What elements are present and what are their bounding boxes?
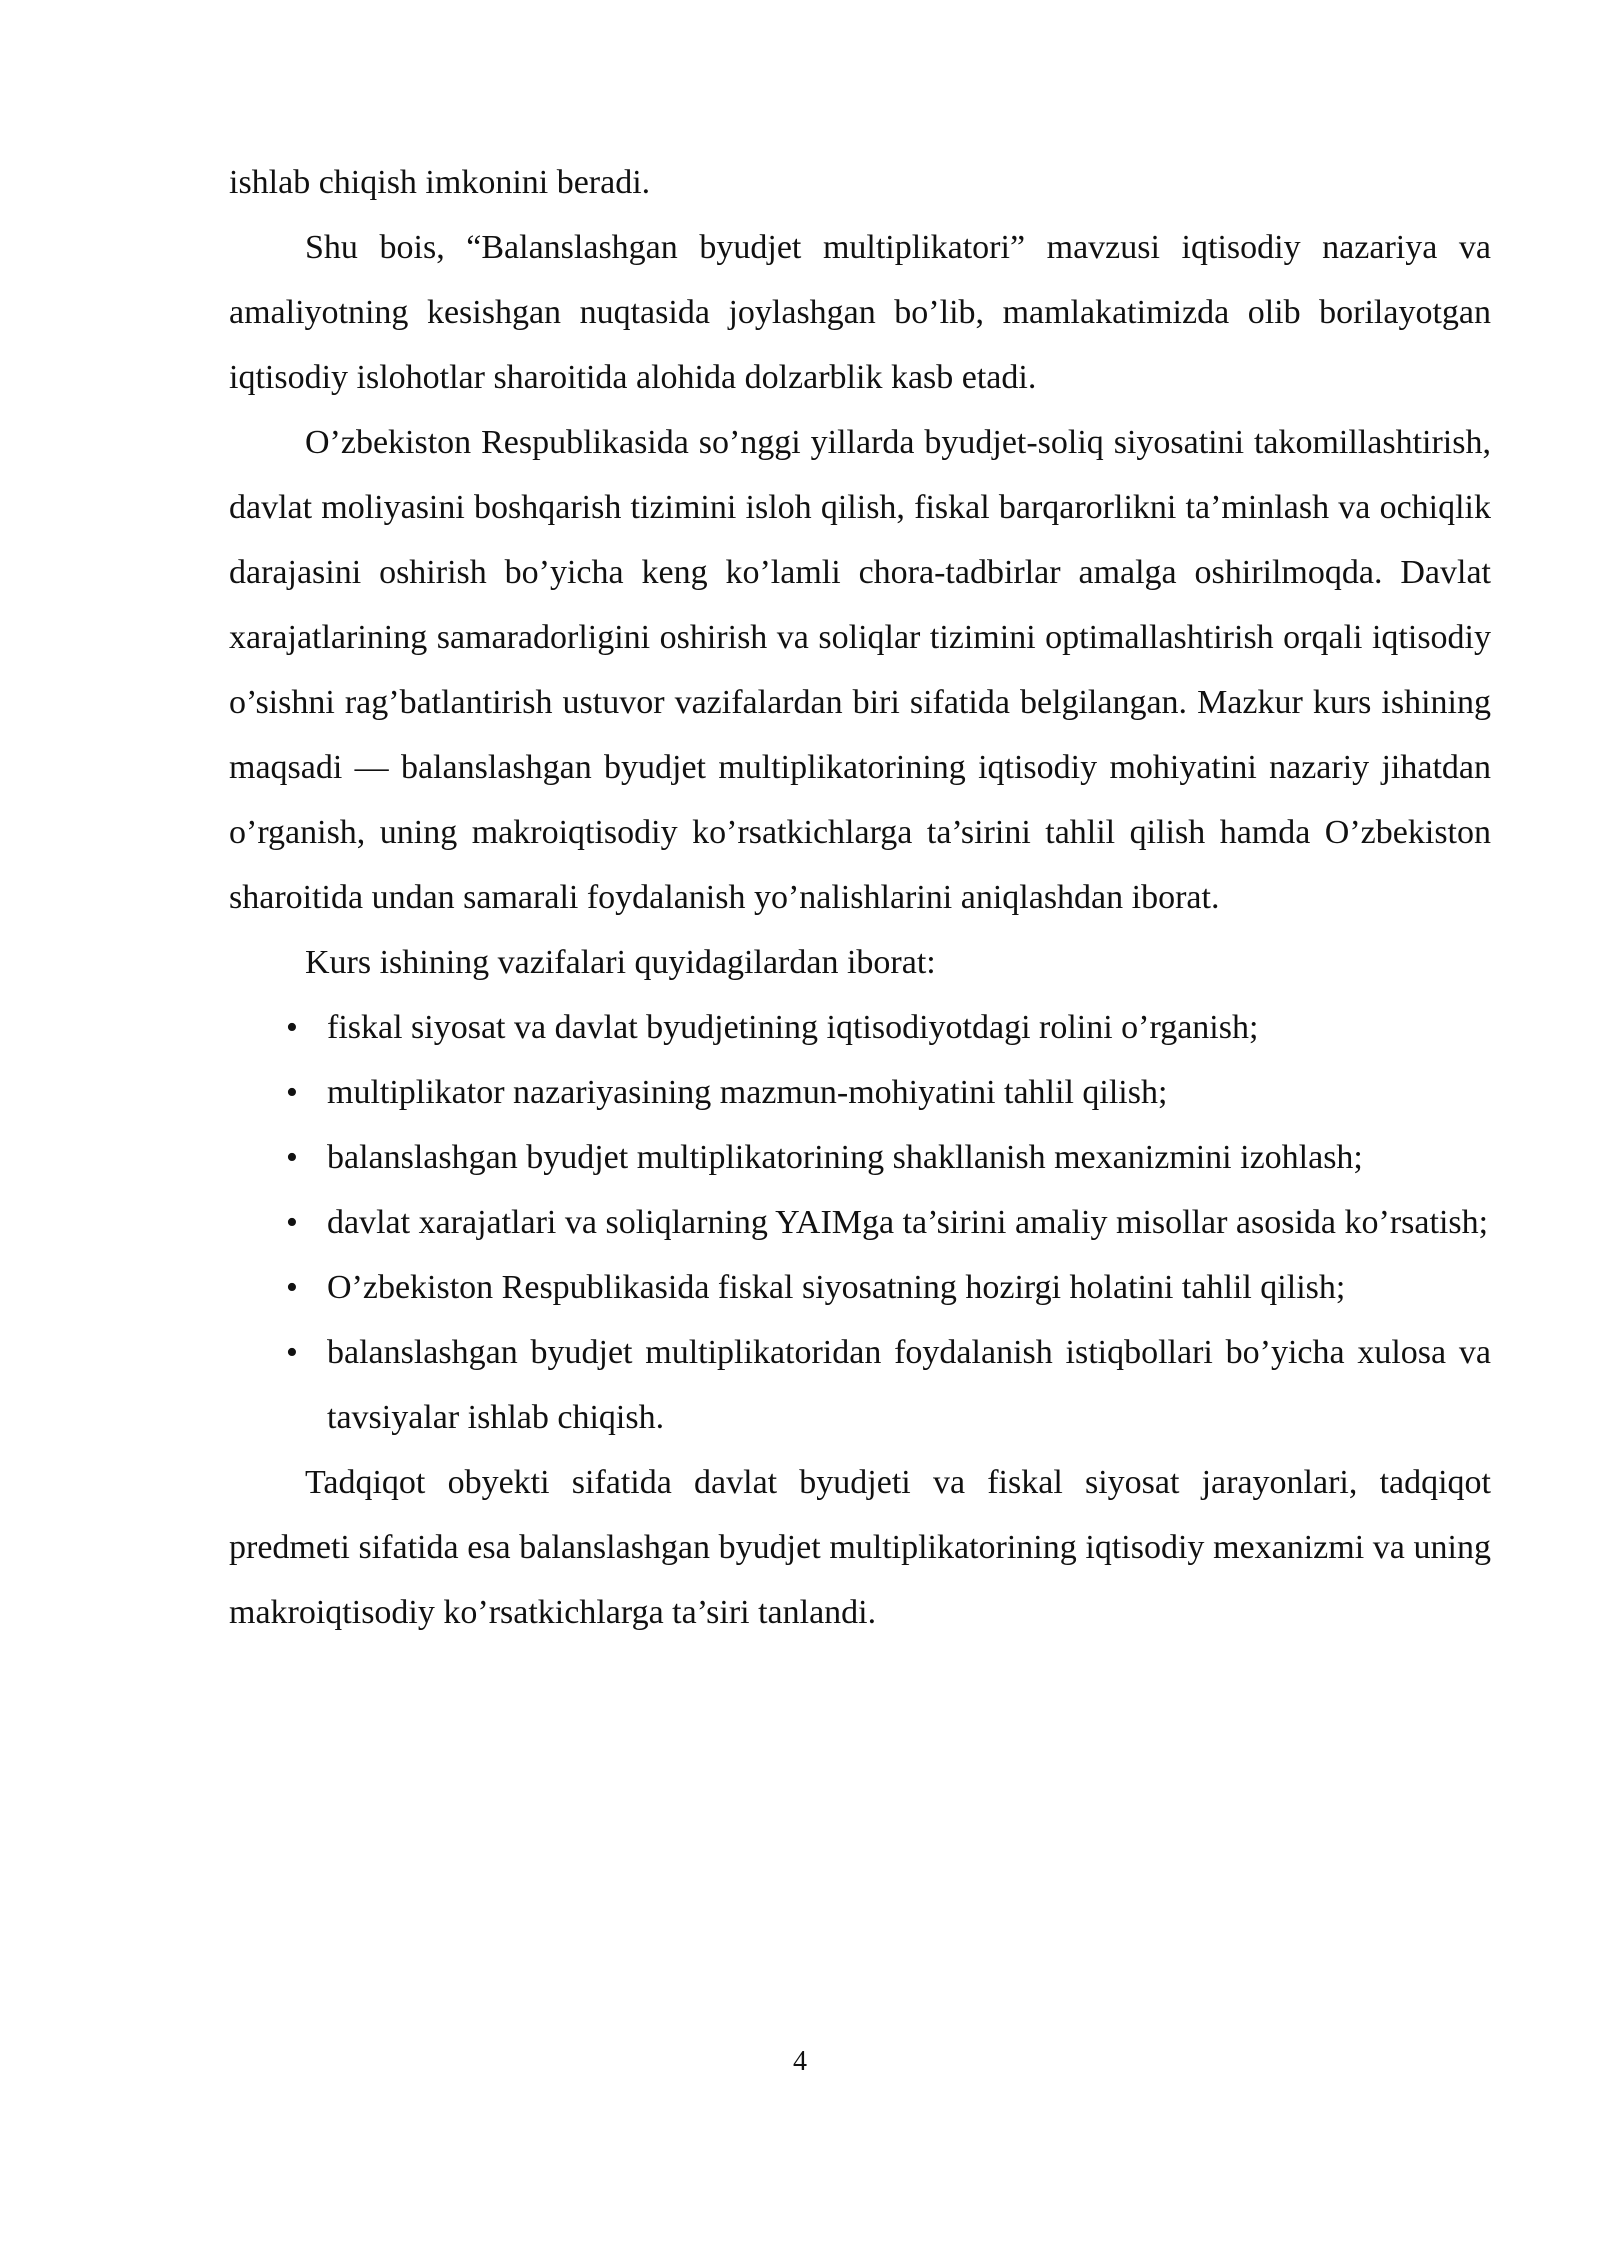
list-item-text: multiplikator nazariyasining mazmun-mohiyatini tahlil qilish; <box>327 1074 1168 1111</box>
tasks-list <box>229 995 1491 1450</box>
paragraph-relevance: Shu bois, “Balanslashgan byudjet multiplikatori” mavzusi iqtisodiy nazariya va amaliyotning kesishgan nuqtasida joylashgan bo’lib, mamlakatimizda olib borilayotgan iqtisodiy islohotlar sharoitida alohida dolzarblik kasb etadi. <box>229 229 1491 396</box>
list-item-text: balanslashgan byudjet multiplikatorining shakllanish mexanizmini izohlash; <box>327 1139 1363 1176</box>
list-item <box>229 1060 1491 1125</box>
page-number: 4 <box>793 2046 807 2077</box>
bullet-icon: • <box>286 1074 298 1111</box>
bullet-icon: • <box>286 1334 298 1371</box>
bullet-icon: • <box>286 1009 298 1046</box>
list-item <box>229 1255 1491 1320</box>
list-item-text: O’zbekiston Respublikasida fiskal siyosatning hozirgi holatini tahlil qilish; <box>327 1269 1346 1306</box>
list-item <box>229 1125 1491 1190</box>
list-item <box>229 995 1491 1060</box>
page-body <box>229 150 1491 1645</box>
paragraph-object-subject: Tadqiqot obyekti sifatida davlat byudjeti va fiskal siyosat jarayonlari, tadqiqot predmeti sifatida esa balanslashgan byudjet multiplikatorining iqtisodiy mexanizmi va uning makroiqtisodiy ko’rsatkichlarga ta’siri tanlandi. <box>229 1464 1491 1631</box>
paragraph-goal: O’zbekiston Respublikasida so’nggi yillarda byudjet-soliq siyosatini takomillashtirish, davlat moliyasini boshqarish tizimini isloh qilish, fiskal barqarorlikni ta’minlash va ochiqlik darajasini oshirish bo’yicha keng ko’lamli chora-tadbirlar amalga oshirilmoqda. Davlat xarajatlarining samaradorligini oshirish va soliqlar tizimini optimallashtirish orqali iqtisodiy o’sishni rag’batlantirish ustuvor vazifalardan biri sifatida belgilangan. Mazkur kurs ishining maqsadi — balanslashgan byudjet multiplikatorining iqtisodiy mohiyatini nazariy jihatdan o’rganish, uning makroiqtisodiy ko’rsatkichlarga ta’sirini tahlil qilish hamda O’zbekiston sharoitida undan samarali foydalanish yo’nalishlarini aniqlashdan iborat. <box>229 424 1491 916</box>
list-item <box>229 1190 1491 1255</box>
list-item <box>229 1320 1491 1450</box>
bullet-icon: • <box>286 1204 298 1241</box>
list-item-text: fiskal siyosat va davlat byudjetining iqtisodiyotdagi rolini o’rganish; <box>327 1009 1259 1046</box>
bullet-icon: • <box>286 1139 298 1176</box>
list-item-text: davlat xarajatlari va soliqlarning YAIMga ta’sirini amaliy misollar asosida ko’rsatish; <box>327 1204 1489 1241</box>
bullet-icon: • <box>286 1269 298 1306</box>
list-item-text: balanslashgan byudjet multiplikatoridan foydalanish istiqbollari bo’yicha xulosa va tavsiyalar ishlab chiqish. <box>327 1334 1491 1436</box>
paragraph-continuation: ishlab chiqish imkonini beradi. <box>229 164 651 201</box>
paragraph-tasks-intro: Kurs ishining vazifalari quyidagilardan iborat: <box>305 944 936 981</box>
